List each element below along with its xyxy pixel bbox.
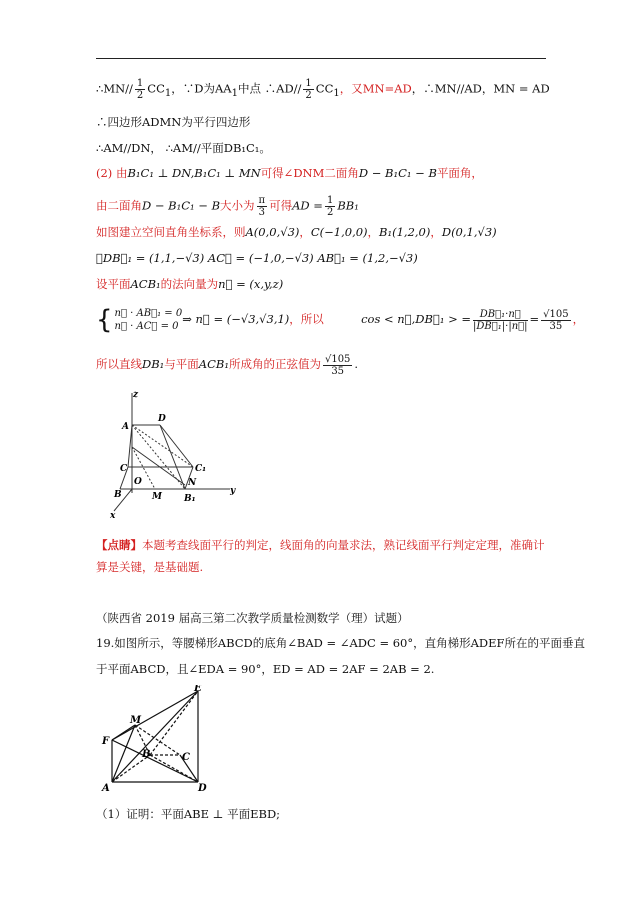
prism-figure: [100, 385, 250, 520]
label-D: D: [198, 783, 207, 794]
fraction: $\frac{√105}{35}$: [543, 308, 569, 332]
text-segment: CC: [147, 81, 165, 96]
math-segment: D(0,1,√3): [441, 225, 497, 239]
brace: {: [96, 305, 113, 335]
label-O: O: [134, 477, 142, 487]
math-segment: cos < n⃗,DB⃗₁ > =: [361, 312, 472, 326]
problem-part-1: （1）证明：平面ABE ⊥ 平面EBD;: [96, 807, 281, 821]
label-M: M: [130, 715, 142, 726]
solution-line-6: [96, 224, 497, 240]
text-segment: (2) 由: [96, 166, 128, 180]
trapezoid-figure: [100, 685, 220, 795]
math-segment: =: [529, 312, 540, 326]
header-rule: [96, 58, 546, 59]
solution-line-10: [96, 352, 358, 377]
tip-text: 本题考查线面平行的判定，线面角的向量求法，熟记线面平行判定定理，准确计算是关键，是基础题.: [96, 538, 545, 574]
label-C1: C₁: [195, 464, 207, 474]
text-segment: 与平面: [164, 357, 199, 371]
text-segment: ，: [299, 225, 311, 239]
math-segment: ACB₁: [198, 357, 229, 371]
solution-line-4: [96, 165, 483, 181]
text-segment: ，∴MN//AD，MN = AD: [411, 81, 550, 96]
fraction: $\frac{1}{2}$: [326, 195, 334, 218]
text-segment: 中点 ∴AD//: [237, 81, 302, 96]
equation-system: n⃗ · AB⃗₁ = 0 n⃗ · AC⃗ = 0: [114, 308, 183, 332]
math-segment: D − B₁C₁ − B: [142, 198, 221, 213]
label-x: x: [110, 511, 116, 520]
math-segment: C(−1,0,0): [310, 225, 368, 239]
text-segment: 可得∠DNM: [260, 166, 325, 180]
label-B: B: [114, 490, 122, 500]
math-segment: BB₁: [337, 198, 359, 213]
tip-label: 【点睛】: [96, 538, 142, 552]
solution-line-5: [96, 195, 359, 218]
text-segment: ，所以: [289, 312, 324, 326]
label-D: D: [158, 414, 166, 424]
math-segment: B₁C₁ ⊥ DN,B₁C₁ ⊥ MN: [127, 166, 261, 180]
math-segment: DB₁: [142, 357, 165, 371]
text-segment: ，: [367, 225, 380, 239]
fraction: $\frac{\pi}{3}$: [258, 195, 266, 218]
text-segment: 由二面角: [96, 198, 142, 213]
solution-line-2: ∴四边形ADMN为平行四边形: [96, 115, 251, 129]
math-segment: n⃗ = (x,y,z): [218, 277, 284, 291]
problem-source: （陕西省 2019 届高三第二次教学质量检测数学（理）试题）: [96, 611, 409, 625]
text-segment: ，: [572, 312, 585, 326]
text-segment: 的法向量为: [160, 277, 219, 291]
solution-line-9: [96, 306, 584, 333]
text-segment: 如图建立空间直角坐标系，则: [96, 225, 246, 239]
label-z: z: [133, 390, 139, 400]
solution-line-7: ∴DB⃗₁ = (1,1,−√3) AC⃗ = (−1,0,−√3) AB⃗₁ = (1,2,−√3): [96, 251, 418, 265]
fraction: $\frac{1}{2}$: [305, 78, 312, 101]
solution-line-1: ∴MN// $\frac{1}{2}$ $CC_1$，∵D为$AA_1$中点 ∴AD// $\frac{1}{2}$ $CC_1$，又MN=AD，∴MN//AD，MN = AD: [96, 78, 550, 101]
problem-line-2: 于平面ABCD，且∠EDA = 90°，ED = AD = 2AF = 2AB = 2.: [96, 662, 435, 676]
text-segment: 平面角，: [436, 166, 483, 180]
text-segment: CC: [315, 81, 334, 96]
text-segment: 大小为: [220, 198, 255, 213]
label-y: y: [230, 486, 236, 496]
label-M: M: [152, 492, 162, 502]
solution-line-8: [96, 276, 283, 292]
math-segment: A(0,0,√3): [245, 225, 300, 239]
text-segment: ，: [430, 225, 442, 239]
text-segment: ，∵D为AA: [171, 81, 232, 96]
text-segment: .: [354, 357, 359, 371]
math-segment: AD =: [292, 198, 323, 213]
tip-paragraph: [96, 534, 551, 578]
label-C: C: [120, 464, 128, 474]
label-N: N: [188, 478, 197, 488]
label-F: F: [102, 736, 110, 747]
math-segment: B₁(1,2,0): [379, 225, 431, 239]
text-segment: 二面角: [324, 166, 359, 180]
text-segment: ∴MN//: [96, 81, 133, 96]
text-segment: 设平面: [96, 277, 131, 291]
label-A: A: [102, 783, 110, 794]
text-segment: 可得: [269, 198, 293, 213]
math-segment: D − B₁C₁ − B: [358, 166, 437, 180]
label-B: B: [142, 749, 151, 760]
label-B1: B₁: [184, 494, 196, 504]
solution-line-3: ∴AM//DN， ∴AM//平面DB₁C₁。: [96, 141, 271, 155]
fraction: $\frac{√105}{35}$: [324, 353, 351, 377]
fraction: $\frac{1}{2}$: [136, 78, 144, 101]
text-segment: 所成角的正弦值为: [228, 357, 321, 371]
text-segment: 所以直线: [96, 357, 142, 371]
problem-line-1: 19.如图所示，等腰梯形ABCD的底角∠BAD = ∠ADC = 60°，直角梯形ADEF所在的平面垂直: [96, 636, 586, 650]
label-E: E: [194, 685, 202, 694]
label-C: C: [182, 752, 190, 763]
math-segment: ⇒ n⃗ = (−√3,√3,1): [182, 312, 290, 326]
fraction: $\frac{\text{DB⃗₁·n⃗}}{\text{|DB⃗₁|·|n⃗|}}$: [473, 308, 528, 332]
math-segment: ACB₁: [130, 277, 161, 291]
label-A: A: [122, 422, 129, 432]
text-segment: ，又MN=AD: [339, 81, 412, 96]
